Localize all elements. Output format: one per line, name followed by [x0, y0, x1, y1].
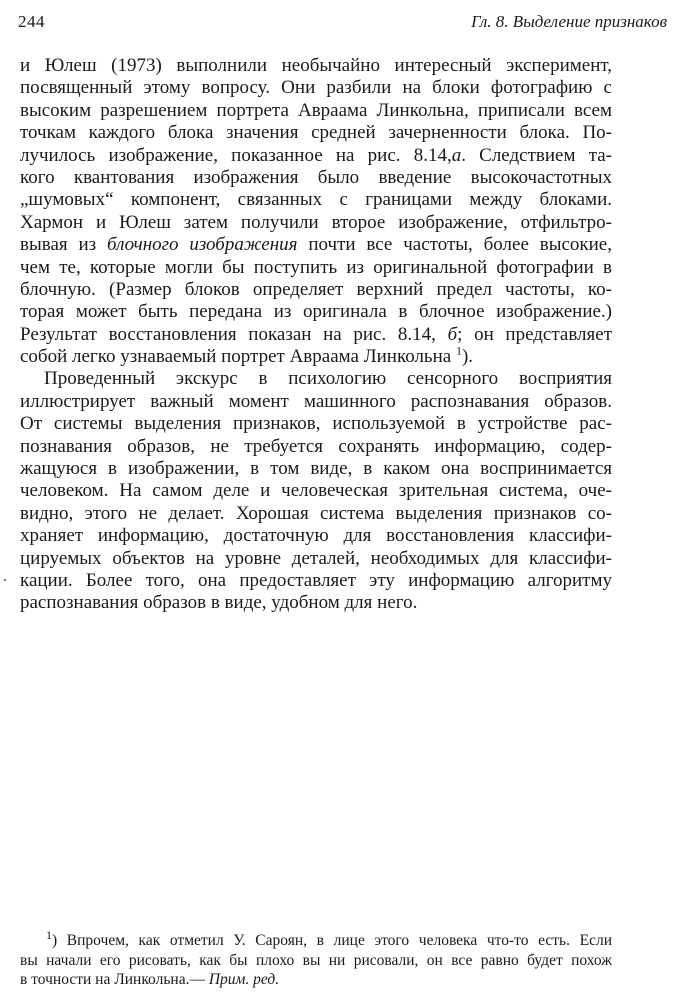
footnote-line [20, 927, 612, 951]
text-line: жащуюся в изображении, в том виде, в каком она воспринимается [20, 458, 612, 480]
text-line [20, 234, 612, 256]
text-line [20, 343, 612, 368]
text-line [20, 324, 612, 346]
text-line: высоким разрешением портрета Авраама Линкольна, приписали всем [20, 99, 612, 121]
footnote-number: 1 [46, 927, 52, 942]
text-line: Хармон и Юлеш затем получили второе изображение, отфильтро- [20, 211, 612, 233]
text-fragment: . Следствием та- [461, 144, 612, 166]
editor-note-italic: Прим. ред. [208, 971, 280, 988]
text-fragment: Результат восстановления показан на рис. 8.14, [20, 323, 436, 345]
page-number: 244 [18, 12, 45, 31]
text-line: торая может быть передана из оригинала в блочное изображение.) [20, 301, 612, 323]
footnote-line: вы начали его рисовать, как бы плохо вы ни рисовали, он все равно будет похож [20, 951, 612, 969]
text-line: Проведенный экскурс в психологию сенсорного восприятия [44, 368, 612, 390]
italic-term: блочного изображения [107, 234, 298, 256]
text-line [20, 145, 612, 167]
running-head: Гл. 8. Выделение признаков [471, 12, 667, 31]
text-line: иллюстрирует важный момент машинного распознавания образов. [20, 390, 612, 412]
text-fragment: ). [461, 346, 474, 368]
text-fragment: лучилось изображение, показанное на рис. 8.14, [20, 144, 452, 166]
text-line: храняет информацию, достаточную для восстановления классифи- [20, 525, 612, 547]
text-line: цируемых объектов на уровне деталей, необходимых для классифи- [20, 547, 612, 569]
text-line: посвященный этому вопросу. Они разбили на блоки фотографию с [20, 77, 612, 99]
text-fragment: ) Впрочем, как отметил У. Сароян, в лице этого человека что-то есть. Если [52, 932, 612, 949]
text-line: человеком. На самом деле и человеческая зрительная система, оче- [20, 480, 612, 502]
scan-artifact [4, 579, 6, 581]
figure-ref-italic: а [451, 144, 462, 166]
footnote [20, 927, 612, 990]
text-line: точкам каждого блока значения средней зачерненности блока. По- [20, 122, 612, 144]
text-line: кации. Более того, она предоставляет эту информацию алгоритму [20, 569, 612, 591]
footnote-line [20, 970, 612, 990]
text-fragment: ; он представляет [457, 323, 613, 345]
text-line: распознавания образов в виде, удобном для него. [20, 592, 418, 614]
text-line: и Юлеш (1973) выполнили необычайно интересный эксперимент, [20, 55, 612, 76]
text-line: „шумовых“ компонент, связанных с границами между блоками. [20, 189, 612, 211]
text-line: кого квантования изображения было введение высокочастотных [20, 166, 612, 188]
text-line: блочную. (Размер блоков определяет верхний предел частоты, ко- [20, 278, 612, 300]
text-fragment: в точности на Линкольна.— [20, 971, 209, 988]
figure-ref-italic: б [447, 323, 458, 345]
text-fragment: вывая из [20, 234, 97, 256]
footnote-marker: 1 [455, 343, 462, 358]
text-line: видно, этого не делает. Хорошая система выделения признаков со- [20, 502, 612, 524]
text-fragment: почти все частоты, более высокие, [297, 234, 612, 256]
text-line: От системы выделения признаков, используемой в устройстве рас- [20, 413, 612, 435]
body-text [20, 55, 612, 615]
text-line: познавания образов, не требуется сохранять информацию, содер- [20, 435, 612, 457]
text-line: чем те, которые могли бы поступить из оригинальной фотографии в [20, 256, 612, 278]
text-fragment: собой легко узнаваемый портрет Авраама Линкольна [20, 346, 452, 368]
